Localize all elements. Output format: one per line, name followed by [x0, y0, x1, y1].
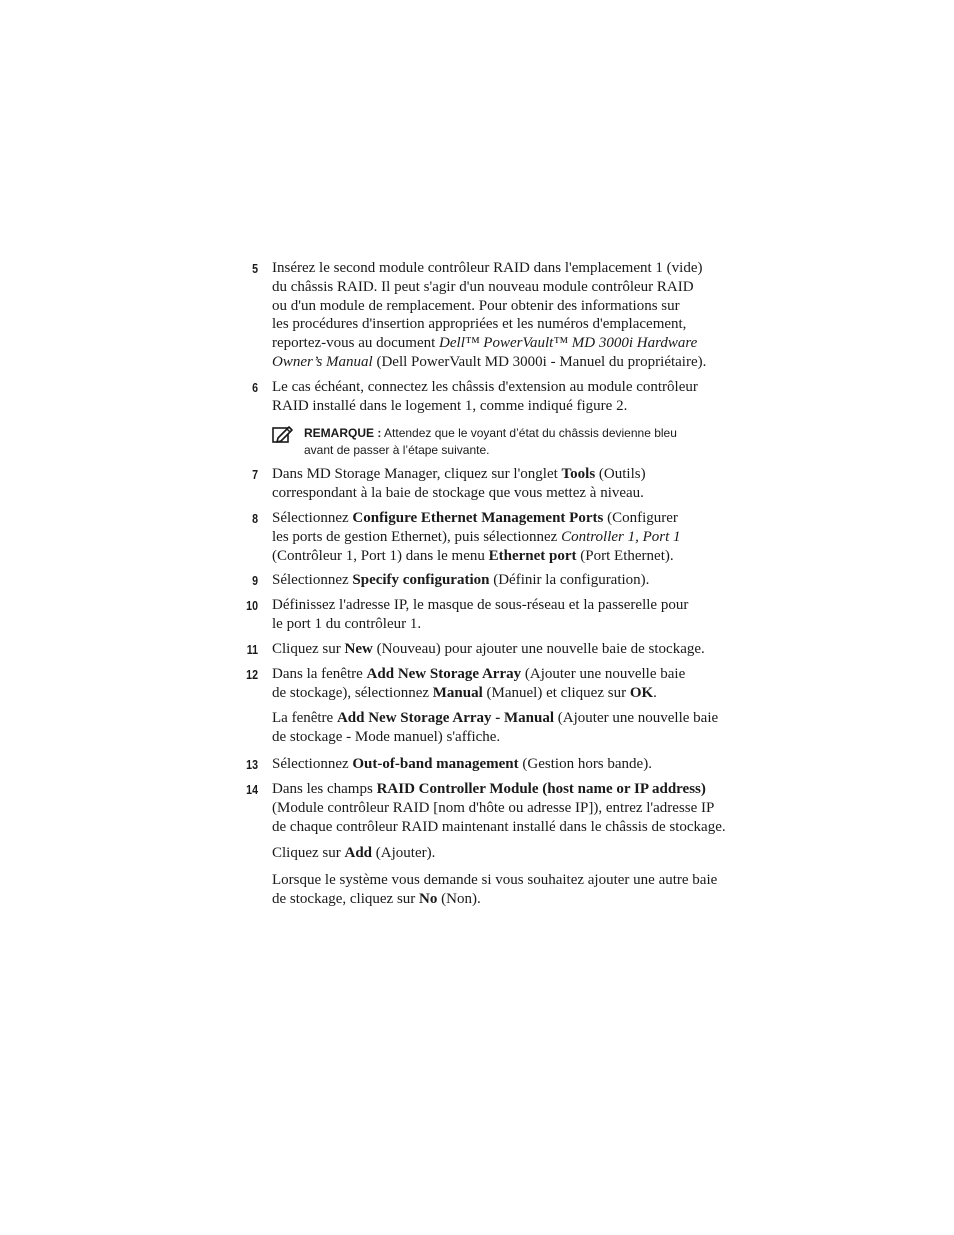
bold-term: Add [344, 845, 373, 861]
text-run: RAID installé dans le logement 1, comme indiqué figure 2. [272, 397, 628, 414]
text-run: Sélectionnez [272, 756, 353, 772]
text-run: (Non). [437, 890, 481, 907]
step-text-line [272, 871, 717, 890]
note-text-1: Attendez que le voyant d’état du châssis devienne bleu [381, 426, 677, 440]
text-run: reportez-vous au document [272, 335, 440, 352]
text-run: La fenêtre [272, 710, 337, 726]
step-text-line [272, 378, 698, 397]
step-text-line [272, 315, 686, 334]
text-run: (Définir la configuration). [489, 572, 650, 588]
text-run: (Ajouter une nouvelle baie [554, 710, 719, 726]
text-run: (Dell PowerVault MD 3000i - Manuel du propriétaire). [372, 354, 707, 370]
text-run: le port 1 du contrôleur 1. [272, 615, 422, 632]
text-run: . [653, 684, 657, 701]
note-label: REMARQUE : [304, 426, 382, 440]
text-run: Cliquez sur [272, 641, 345, 657]
bold-term: New [344, 641, 373, 657]
text-run: Sélectionnez [272, 510, 353, 526]
bold-term: Tools [561, 466, 596, 482]
step-number: 14 [246, 782, 258, 797]
text-run: Lorsque le système vous demande si vous souhaitez ajouter une autre baie [272, 872, 718, 888]
text-run: du châssis RAID. Il peut s'agir d'un nouveau module contrôleur RAID [272, 278, 694, 295]
step-text-line [272, 780, 706, 799]
text-run: (Outils) [595, 466, 646, 482]
text-run: Définissez l'adresse IP, le masque de sous-réseau et la passerelle pour [272, 597, 689, 613]
text-run: Sélectionnez [272, 572, 353, 588]
bold-term: OK [629, 684, 654, 701]
bold-term: Add New Storage Array - Manual [336, 710, 555, 726]
text-run: Dans les champs [272, 781, 377, 797]
step-text-line [272, 547, 674, 566]
step-number: 12 [246, 667, 258, 682]
step-text-line [272, 615, 421, 634]
pencil-note-icon [272, 424, 294, 444]
text-run: (Ajouter une nouvelle baie [521, 666, 686, 682]
bold-term: Add New Storage Array [366, 666, 522, 682]
step-text-line [272, 755, 652, 774]
step-text-line [272, 799, 714, 818]
text-run: correspondant à la baie de stockage que vous mettez à niveau. [272, 484, 644, 501]
step-number: 9 [252, 573, 258, 588]
step-number: 11 [246, 642, 258, 657]
text-run: (Configurer [603, 510, 678, 526]
bold-term: Manual [432, 684, 483, 701]
text-run: Cliquez sur [272, 845, 345, 861]
text-run: les ports de gestion Ethernet), puis sélectionnez [272, 528, 562, 545]
text-run: (Ajouter). [372, 845, 436, 861]
text-run: ou d'un module de remplacement. Pour obtenir des informations sur [272, 297, 680, 314]
bold-term: Out-of-band management [352, 756, 519, 772]
bold-term: Configure Ethernet Management Ports [352, 510, 604, 526]
bold-term: Specify configuration [352, 572, 490, 588]
step-text-line [272, 709, 718, 728]
step-text-line [272, 890, 481, 909]
step-number: 13 [246, 757, 258, 772]
step-text-line [272, 278, 694, 297]
text-run: (Module contrôleur RAID [nom d'hôte ou adresse IP]), entrez l'adresse IP [272, 799, 715, 816]
italic-term: Dell™ PowerVault™ MD 3000i Hardware [439, 335, 698, 352]
step-text-line [272, 509, 678, 528]
step-text-line [272, 297, 680, 316]
text-run: (Contrôleur 1, Port 1) dans le menu [272, 547, 489, 564]
step-text-line [272, 397, 627, 416]
step-text-line [272, 844, 435, 863]
step-number: 7 [252, 467, 258, 482]
step-text-line [272, 259, 702, 278]
text-run: les procédures d'insertion appropriées et les numéros d'emplacement, [272, 316, 687, 333]
text-run: (Nouveau) pour ajouter une nouvelle baie de stockage. [372, 641, 705, 657]
text-run: de stockage, cliquez sur [272, 890, 420, 907]
text-run: Le cas échéant, connectez les châssis d'extension au module contrôleur [272, 379, 698, 395]
step-text-line [272, 334, 697, 353]
step-text-line [272, 728, 500, 747]
text-run: (Gestion hors bande). [518, 756, 652, 772]
step-number: 8 [252, 511, 258, 526]
bold-term: Ethernet port [488, 547, 577, 564]
step-text-line [272, 484, 644, 503]
text-run: de stockage - Mode manuel) s'affiche. [272, 728, 501, 745]
note-line-1 [304, 425, 677, 442]
step-text-line [272, 640, 705, 659]
step-text-line [272, 684, 657, 703]
text-run: (Port Ethernet). [576, 547, 674, 564]
step-text-line [272, 465, 646, 484]
text-run: Dans MD Storage Manager, cliquez sur l'onglet [272, 466, 562, 482]
step-text-line [272, 596, 688, 615]
step-text-line [272, 571, 649, 590]
step-text-line [272, 665, 685, 684]
step-number: 5 [252, 261, 258, 276]
step-text-line [272, 528, 681, 547]
bold-term: RAID Controller Module (host name or IP address) [376, 781, 706, 797]
text-run: (Manuel) et cliquez sur [482, 684, 630, 701]
text-run: Insérez le second module contrôleur RAID dans l'emplacement 1 (vide) [272, 260, 703, 276]
text-run: de stockage), sélectionnez [272, 684, 433, 701]
note-line-2 [304, 442, 489, 459]
step-number: 10 [246, 598, 258, 613]
step-text-line [272, 818, 726, 837]
text-run: Dans la fenêtre [272, 666, 367, 682]
note-text-2: avant de passer à l’étape suivante. [304, 443, 490, 457]
italic-term: Owner’s Manual [272, 354, 373, 370]
step-text-line [272, 353, 706, 372]
bold-term: No [419, 890, 438, 907]
text-run: de chaque contrôleur RAID maintenant installé dans le châssis de stockage. [272, 818, 726, 835]
step-number: 6 [252, 380, 258, 395]
italic-term: Controller 1, Port 1 [561, 528, 681, 545]
